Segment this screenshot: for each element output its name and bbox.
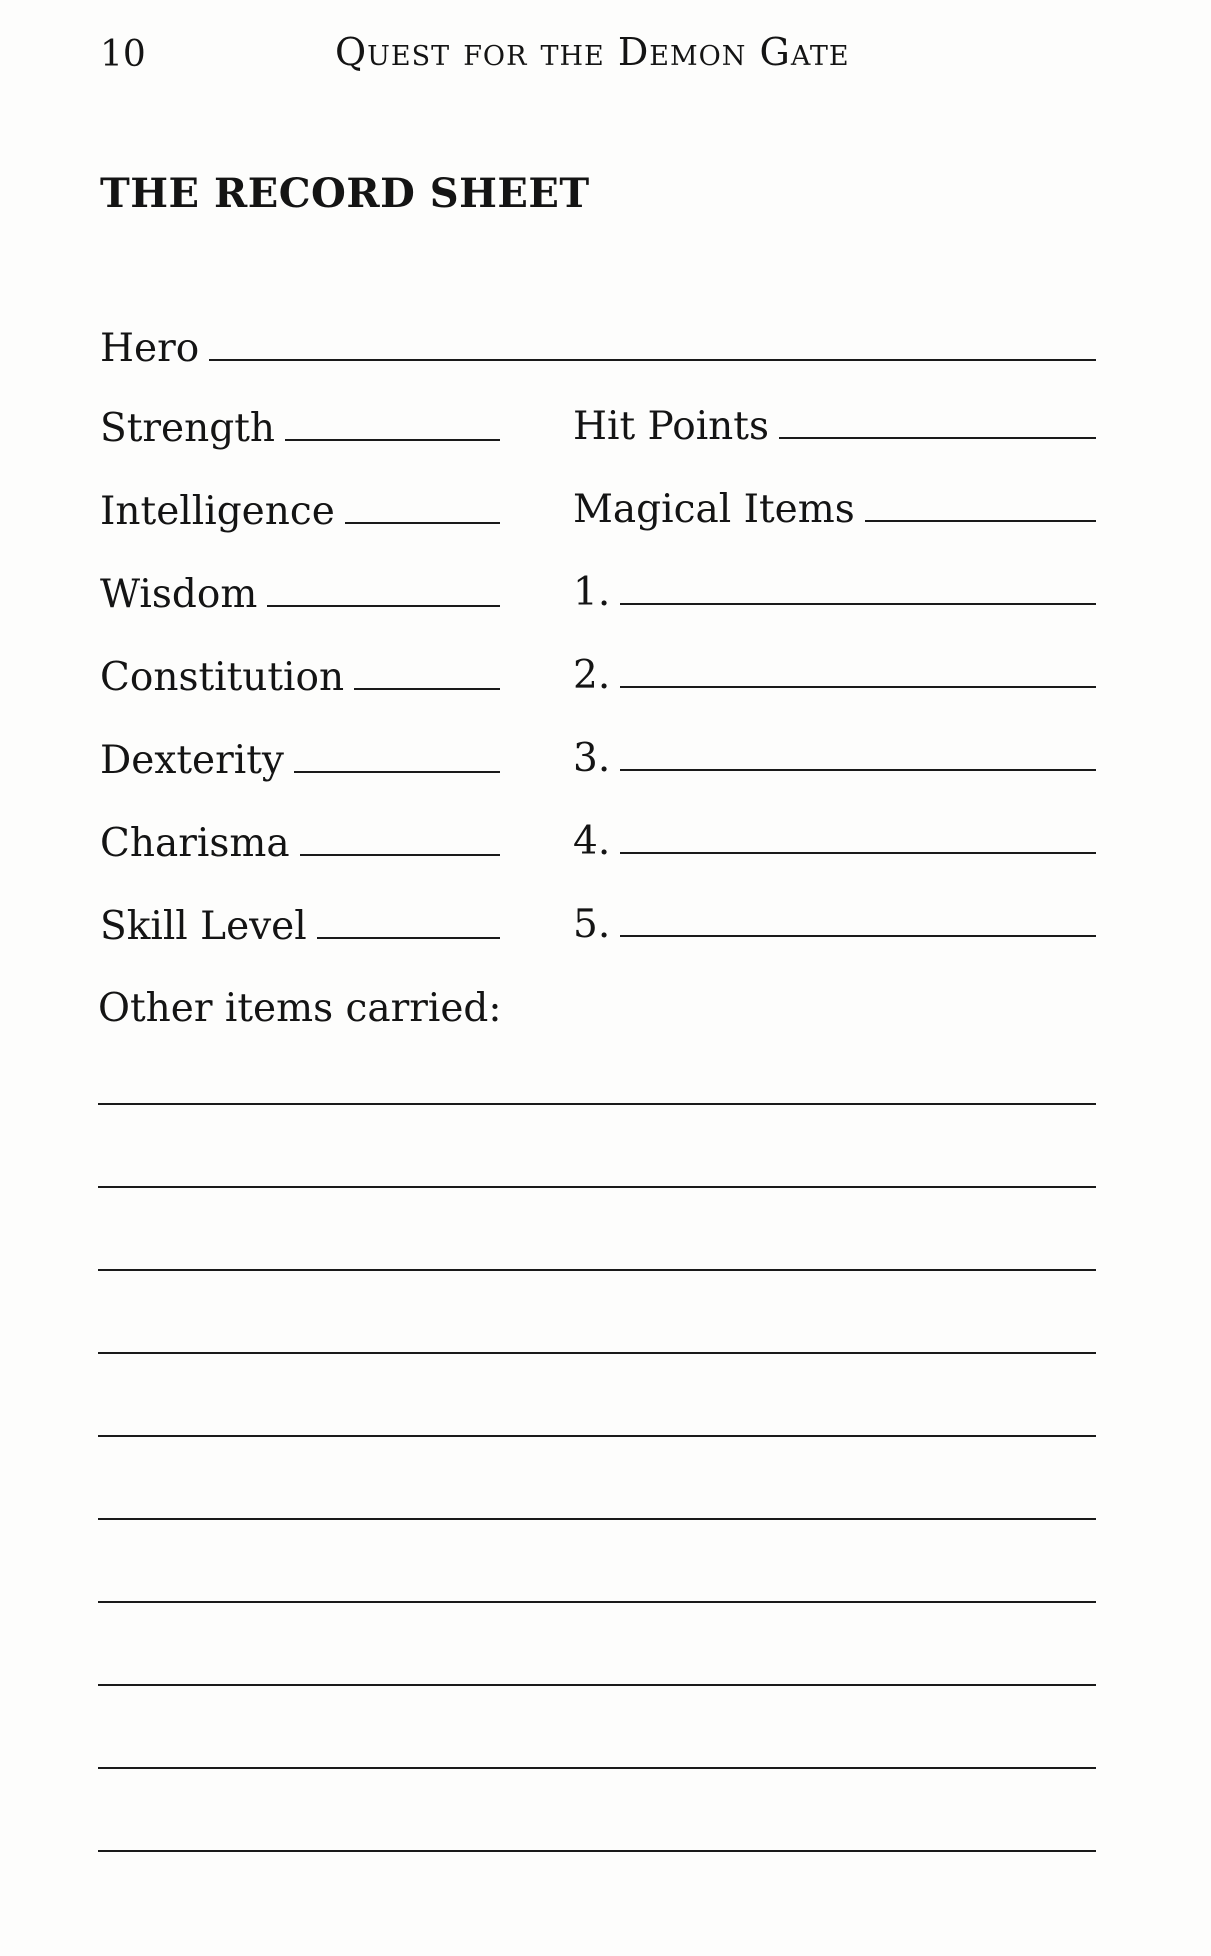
intelligence-field[interactable] bbox=[100, 483, 500, 534]
magical-item-4-entry-line[interactable] bbox=[620, 851, 1096, 854]
other-items-line[interactable] bbox=[98, 1435, 1096, 1437]
other-items-line[interactable] bbox=[98, 1684, 1096, 1686]
hero-field[interactable] bbox=[100, 320, 1096, 371]
other-items-line[interactable] bbox=[98, 1269, 1096, 1271]
hit-points-label: Hit Points bbox=[573, 404, 769, 449]
magical-item-2-entry-line[interactable] bbox=[620, 685, 1096, 688]
magical-item-3-field[interactable] bbox=[573, 730, 1096, 781]
skill-level-field[interactable] bbox=[100, 898, 500, 949]
wisdom-field[interactable] bbox=[100, 566, 500, 617]
other-items-line[interactable] bbox=[98, 1352, 1096, 1354]
charisma-entry-line[interactable] bbox=[300, 853, 500, 856]
magical-items-field[interactable] bbox=[573, 481, 1096, 532]
dexterity-entry-line[interactable] bbox=[294, 770, 500, 773]
hit-points-field[interactable] bbox=[573, 398, 1096, 449]
magical-item-number: 4. bbox=[573, 819, 611, 864]
section-title: THE RECORD SHEET bbox=[100, 170, 590, 217]
magical-items-entry-line[interactable] bbox=[865, 519, 1096, 522]
constitution-label: Constitution bbox=[100, 655, 345, 700]
running-head bbox=[100, 30, 880, 80]
magical-item-number: 3. bbox=[573, 736, 611, 781]
strength-field[interactable] bbox=[100, 400, 500, 451]
magical-item-1-field[interactable] bbox=[573, 564, 1096, 615]
wisdom-label: Wisdom bbox=[100, 572, 258, 617]
intelligence-entry-line[interactable] bbox=[345, 521, 500, 524]
other-items-line[interactable] bbox=[98, 1601, 1096, 1603]
other-items-line[interactable] bbox=[98, 1850, 1096, 1852]
intelligence-label: Intelligence bbox=[100, 489, 335, 534]
other-items-line[interactable] bbox=[98, 1186, 1096, 1188]
magical-item-5-field[interactable] bbox=[573, 896, 1096, 947]
hero-label: Hero bbox=[100, 326, 200, 371]
skill-level-label: Skill Level bbox=[100, 904, 307, 949]
page-number: 10 bbox=[100, 34, 146, 75]
charisma-label: Charisma bbox=[100, 821, 290, 866]
magical-item-4-field[interactable] bbox=[573, 813, 1096, 864]
charisma-field[interactable] bbox=[100, 815, 500, 866]
magical-item-number: 5. bbox=[573, 902, 611, 947]
magical-items-label: Magical Items bbox=[573, 487, 855, 532]
book-title: Quest for the Demon Gate bbox=[335, 30, 850, 74]
magical-item-5-entry-line[interactable] bbox=[620, 934, 1096, 937]
magical-item-1-entry-line[interactable] bbox=[620, 602, 1096, 605]
strength-entry-line[interactable] bbox=[285, 438, 500, 441]
strength-label: Strength bbox=[100, 406, 275, 451]
other-items-line[interactable] bbox=[98, 1767, 1096, 1769]
constitution-entry-line[interactable] bbox=[354, 687, 500, 690]
magical-item-3-entry-line[interactable] bbox=[620, 768, 1096, 771]
magical-item-number: 2. bbox=[573, 653, 611, 698]
hit-points-entry-line[interactable] bbox=[779, 436, 1096, 439]
magical-item-number: 1. bbox=[573, 570, 611, 615]
hero-entry-line[interactable] bbox=[209, 358, 1096, 361]
magical-item-2-field[interactable] bbox=[573, 647, 1096, 698]
wisdom-entry-line[interactable] bbox=[267, 604, 500, 607]
other-items-line[interactable] bbox=[98, 1103, 1096, 1105]
other-items-label: Other items carried: bbox=[98, 986, 502, 1031]
constitution-field[interactable] bbox=[100, 649, 500, 700]
skill-level-entry-line[interactable] bbox=[317, 936, 500, 939]
dexterity-field[interactable] bbox=[100, 732, 500, 783]
other-items-line[interactable] bbox=[98, 1518, 1096, 1520]
dexterity-label: Dexterity bbox=[100, 738, 284, 783]
